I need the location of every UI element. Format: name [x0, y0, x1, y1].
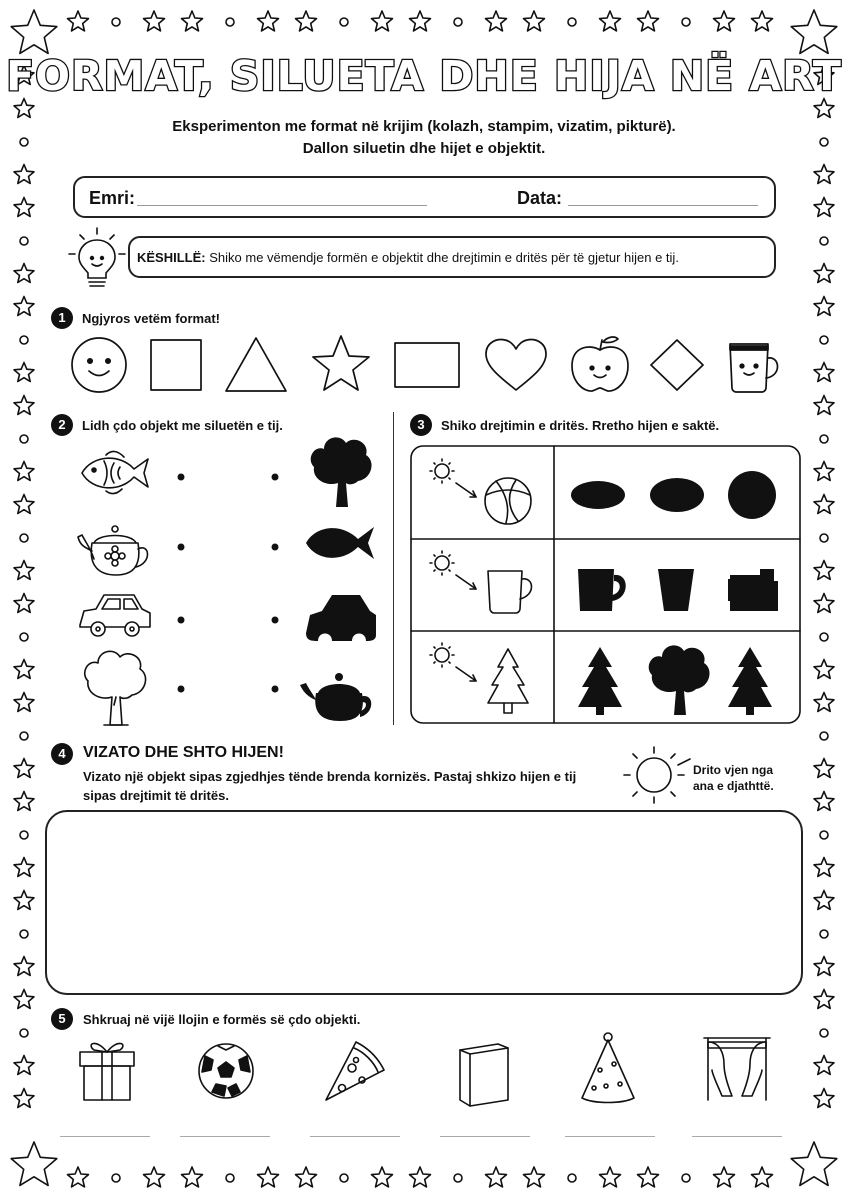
dot[interactable]	[178, 544, 185, 551]
name-label: Emri:	[89, 188, 136, 208]
teapot-silhouette	[300, 673, 371, 721]
name-field[interactable]	[137, 205, 427, 206]
pine-tree-icon[interactable]	[488, 649, 528, 713]
border-circle	[568, 1174, 576, 1182]
border-circle	[20, 534, 28, 542]
oval-shadow[interactable]	[650, 478, 704, 512]
car-icon[interactable]	[80, 595, 150, 636]
border-star	[814, 693, 834, 712]
border-star	[14, 594, 34, 613]
circle-shadow[interactable]	[728, 471, 776, 519]
section-3-instruction: Shiko drejtimin e dritës. Rretho hijen e saktë.	[441, 418, 720, 433]
section-1-instruction: Ngjyros vetëm format!	[82, 311, 220, 326]
border-star	[68, 1167, 89, 1187]
border-star	[638, 11, 659, 31]
border-star	[791, 1142, 837, 1185]
border-circle	[568, 18, 576, 26]
tumbler-shadow[interactable]	[658, 569, 694, 611]
border-star	[14, 363, 34, 382]
dot[interactable]	[178, 617, 185, 624]
answer-line[interactable]	[565, 1136, 655, 1137]
border-star	[752, 11, 773, 31]
border-star	[814, 99, 834, 118]
party-hat-icon[interactable]	[582, 1033, 634, 1103]
border-star	[14, 990, 34, 1009]
border-star	[600, 1167, 621, 1187]
border-star	[14, 858, 34, 877]
border-circle	[20, 732, 28, 740]
section-3-number: 3	[410, 414, 432, 436]
border-star	[14, 891, 34, 910]
fish-silhouette	[306, 527, 374, 559]
dot[interactable]	[272, 474, 279, 481]
fish-icon[interactable]	[82, 451, 148, 493]
border-star	[410, 1167, 431, 1187]
name-date-box	[73, 176, 776, 218]
dot[interactable]	[178, 474, 185, 481]
border-star	[14, 165, 34, 184]
border-circle	[20, 237, 28, 245]
date-label: Data:	[517, 188, 563, 208]
border-star	[814, 561, 834, 580]
border-star	[814, 594, 834, 613]
ball-icon[interactable]	[485, 478, 531, 524]
border-star	[524, 11, 545, 31]
section-2-number: 2	[51, 414, 73, 436]
border-star	[14, 693, 34, 712]
sun-icon	[430, 459, 476, 497]
section-4-number: 4	[51, 743, 73, 765]
border-star	[814, 858, 834, 877]
soccer-ball-icon[interactable]	[199, 1044, 253, 1098]
section-1-number: 1	[51, 307, 73, 329]
border-circle	[820, 831, 828, 839]
border-star	[814, 660, 834, 679]
tree-icon[interactable]	[85, 651, 146, 725]
border-circle	[820, 435, 828, 443]
tip-box	[128, 236, 776, 278]
border-star	[814, 891, 834, 910]
tree-silhouette	[311, 437, 372, 507]
border-star	[296, 1167, 317, 1187]
dot[interactable]	[178, 686, 185, 693]
border-star	[14, 462, 34, 481]
section-5-number: 5	[51, 1008, 73, 1030]
border-star	[14, 264, 34, 283]
section-divider	[393, 412, 394, 725]
round-tree-shadow[interactable]	[649, 645, 710, 715]
border-circle	[20, 435, 28, 443]
border-star	[600, 11, 621, 31]
star-icon[interactable]	[313, 336, 369, 390]
teapot-icon[interactable]	[78, 526, 148, 575]
square-icon[interactable]	[151, 340, 201, 390]
border-star	[14, 396, 34, 415]
section-4-title: VIZATO DHE SHTO HIJEN!	[83, 744, 284, 761]
drawing-area[interactable]	[45, 810, 803, 995]
answer-line[interactable]	[310, 1136, 400, 1137]
border-star	[372, 11, 393, 31]
cup-icon[interactable]	[488, 571, 532, 613]
answer-line[interactable]	[692, 1136, 782, 1137]
border-star	[144, 11, 165, 31]
tip-text: Shiko me vëmendje formën e objektit dhe drejtimin e dritës për të gjetur hijen e tij.	[209, 250, 679, 265]
border-star	[791, 10, 837, 53]
border-star	[14, 1089, 34, 1108]
border-star	[14, 495, 34, 514]
border-star	[814, 1089, 834, 1108]
border-circle	[454, 1174, 462, 1182]
border-star	[814, 759, 834, 778]
border-star	[11, 10, 57, 53]
border-circle	[820, 237, 828, 245]
border-star	[814, 165, 834, 184]
border-circle	[20, 831, 28, 839]
border-circle	[820, 534, 828, 542]
dot[interactable]	[272, 544, 279, 551]
apple-icon[interactable]	[572, 337, 628, 391]
shapes-row	[60, 330, 800, 400]
border-star	[14, 759, 34, 778]
border-circle	[820, 633, 828, 641]
border-circle	[340, 1174, 348, 1182]
match-dots	[178, 474, 279, 693]
border-star	[68, 11, 89, 31]
theater-curtain-icon[interactable]	[704, 1038, 770, 1100]
border-star	[814, 957, 834, 976]
light-note-line-2: ana e djathttë.	[693, 779, 774, 793]
section-4-desc-line-2: sipas drejtimit të dritës.	[83, 788, 229, 803]
border-star	[524, 1167, 545, 1187]
border-star	[258, 1167, 279, 1187]
border-circle	[820, 930, 828, 938]
border-circle	[112, 18, 120, 26]
date-field[interactable]	[568, 205, 758, 206]
light-note-line-1: Drito vjen nga	[693, 763, 774, 777]
answer-line[interactable]	[60, 1136, 150, 1137]
dot[interactable]	[272, 686, 279, 693]
border-star	[14, 198, 34, 217]
answer-line[interactable]	[440, 1136, 530, 1137]
border-circle	[340, 18, 348, 26]
border-star	[372, 1167, 393, 1187]
subtitle-line-1: Eksperimenton me format në krijim (kolazh, stampim, vizatim, pikturë).	[172, 118, 676, 135]
border-star	[814, 990, 834, 1009]
diamond-icon[interactable]	[651, 340, 703, 390]
mug-shadow[interactable]	[578, 569, 626, 611]
border-circle	[682, 1174, 690, 1182]
border-circle	[820, 732, 828, 740]
pizza-slice-icon[interactable]	[326, 1042, 384, 1100]
border-circle	[820, 1029, 828, 1037]
border-star	[14, 99, 34, 118]
border-circle	[112, 1174, 120, 1182]
border-star	[182, 11, 203, 31]
border-circle	[682, 18, 690, 26]
tip-label: KËSHILLË:	[137, 250, 206, 265]
section-2-instruction: Lidh çdo objekt me siluetën e tij.	[82, 418, 283, 433]
shadow-grid	[410, 445, 802, 725]
border-circle	[20, 930, 28, 938]
border-star	[752, 1167, 773, 1187]
rectangle-icon[interactable]	[395, 343, 459, 387]
border-circle	[20, 336, 28, 344]
page-title: FORMAT, SILUETA DHE HIJA NË ART	[6, 52, 842, 100]
border-circle	[20, 633, 28, 641]
flat-oval-shadow[interactable]	[571, 481, 625, 509]
border-star	[14, 297, 34, 316]
border-star	[14, 957, 34, 976]
face-circle-icon[interactable]	[72, 338, 126, 392]
border-star	[144, 1167, 165, 1187]
answer-line[interactable]	[180, 1136, 270, 1137]
border-star	[14, 660, 34, 679]
border-star	[410, 11, 431, 31]
section-4-desc-line-1: Vizato një objekt sipas zgjedhjes tënde brenda kornizës. Pastaj shkizo hijen e tij	[83, 769, 577, 784]
border-star	[814, 462, 834, 481]
border-star	[814, 264, 834, 283]
border-star	[814, 792, 834, 811]
border-circle	[226, 18, 234, 26]
border-star	[638, 1167, 659, 1187]
border-circle	[454, 18, 462, 26]
border-star	[814, 1056, 834, 1075]
border-star	[486, 1167, 507, 1187]
border-star	[11, 1142, 57, 1185]
border-star	[486, 11, 507, 31]
border-star	[814, 396, 834, 415]
match-objects-area	[70, 435, 390, 735]
border-star	[14, 1056, 34, 1075]
border-star	[714, 11, 735, 31]
border-star	[14, 792, 34, 811]
border-circle	[226, 1174, 234, 1182]
border-star	[814, 495, 834, 514]
border-star	[14, 561, 34, 580]
pine-shadow[interactable]	[728, 647, 772, 715]
border-star	[182, 1167, 203, 1187]
border-star	[258, 11, 279, 31]
triangle-icon[interactable]	[226, 338, 286, 391]
sun-icon	[430, 643, 476, 681]
heart-icon[interactable]	[486, 340, 546, 390]
border-star	[814, 198, 834, 217]
sun-light-icon	[622, 743, 692, 807]
border-star	[714, 1167, 735, 1187]
sun-icon	[430, 551, 476, 589]
dot[interactable]	[272, 617, 279, 624]
car-silhouette	[306, 595, 376, 641]
border-star	[296, 11, 317, 31]
subtitle-line-2: Dallon siluetin dhe hijet e objektit.	[302, 140, 546, 157]
pot-shadow[interactable]	[728, 569, 778, 611]
lightbulb-icon	[66, 226, 128, 292]
border-star	[814, 297, 834, 316]
objects-row	[60, 1030, 790, 1110]
gift-box-icon[interactable]	[80, 1043, 134, 1100]
mug-icon[interactable]	[730, 344, 778, 392]
book-icon[interactable]	[460, 1044, 508, 1106]
border-star	[814, 363, 834, 382]
border-circle	[20, 1029, 28, 1037]
section-5-instruction: Shkruaj në vijë llojin e formës së çdo objekti.	[83, 1012, 361, 1027]
pine-shadow[interactable]	[578, 647, 622, 715]
border-circle	[820, 336, 828, 344]
